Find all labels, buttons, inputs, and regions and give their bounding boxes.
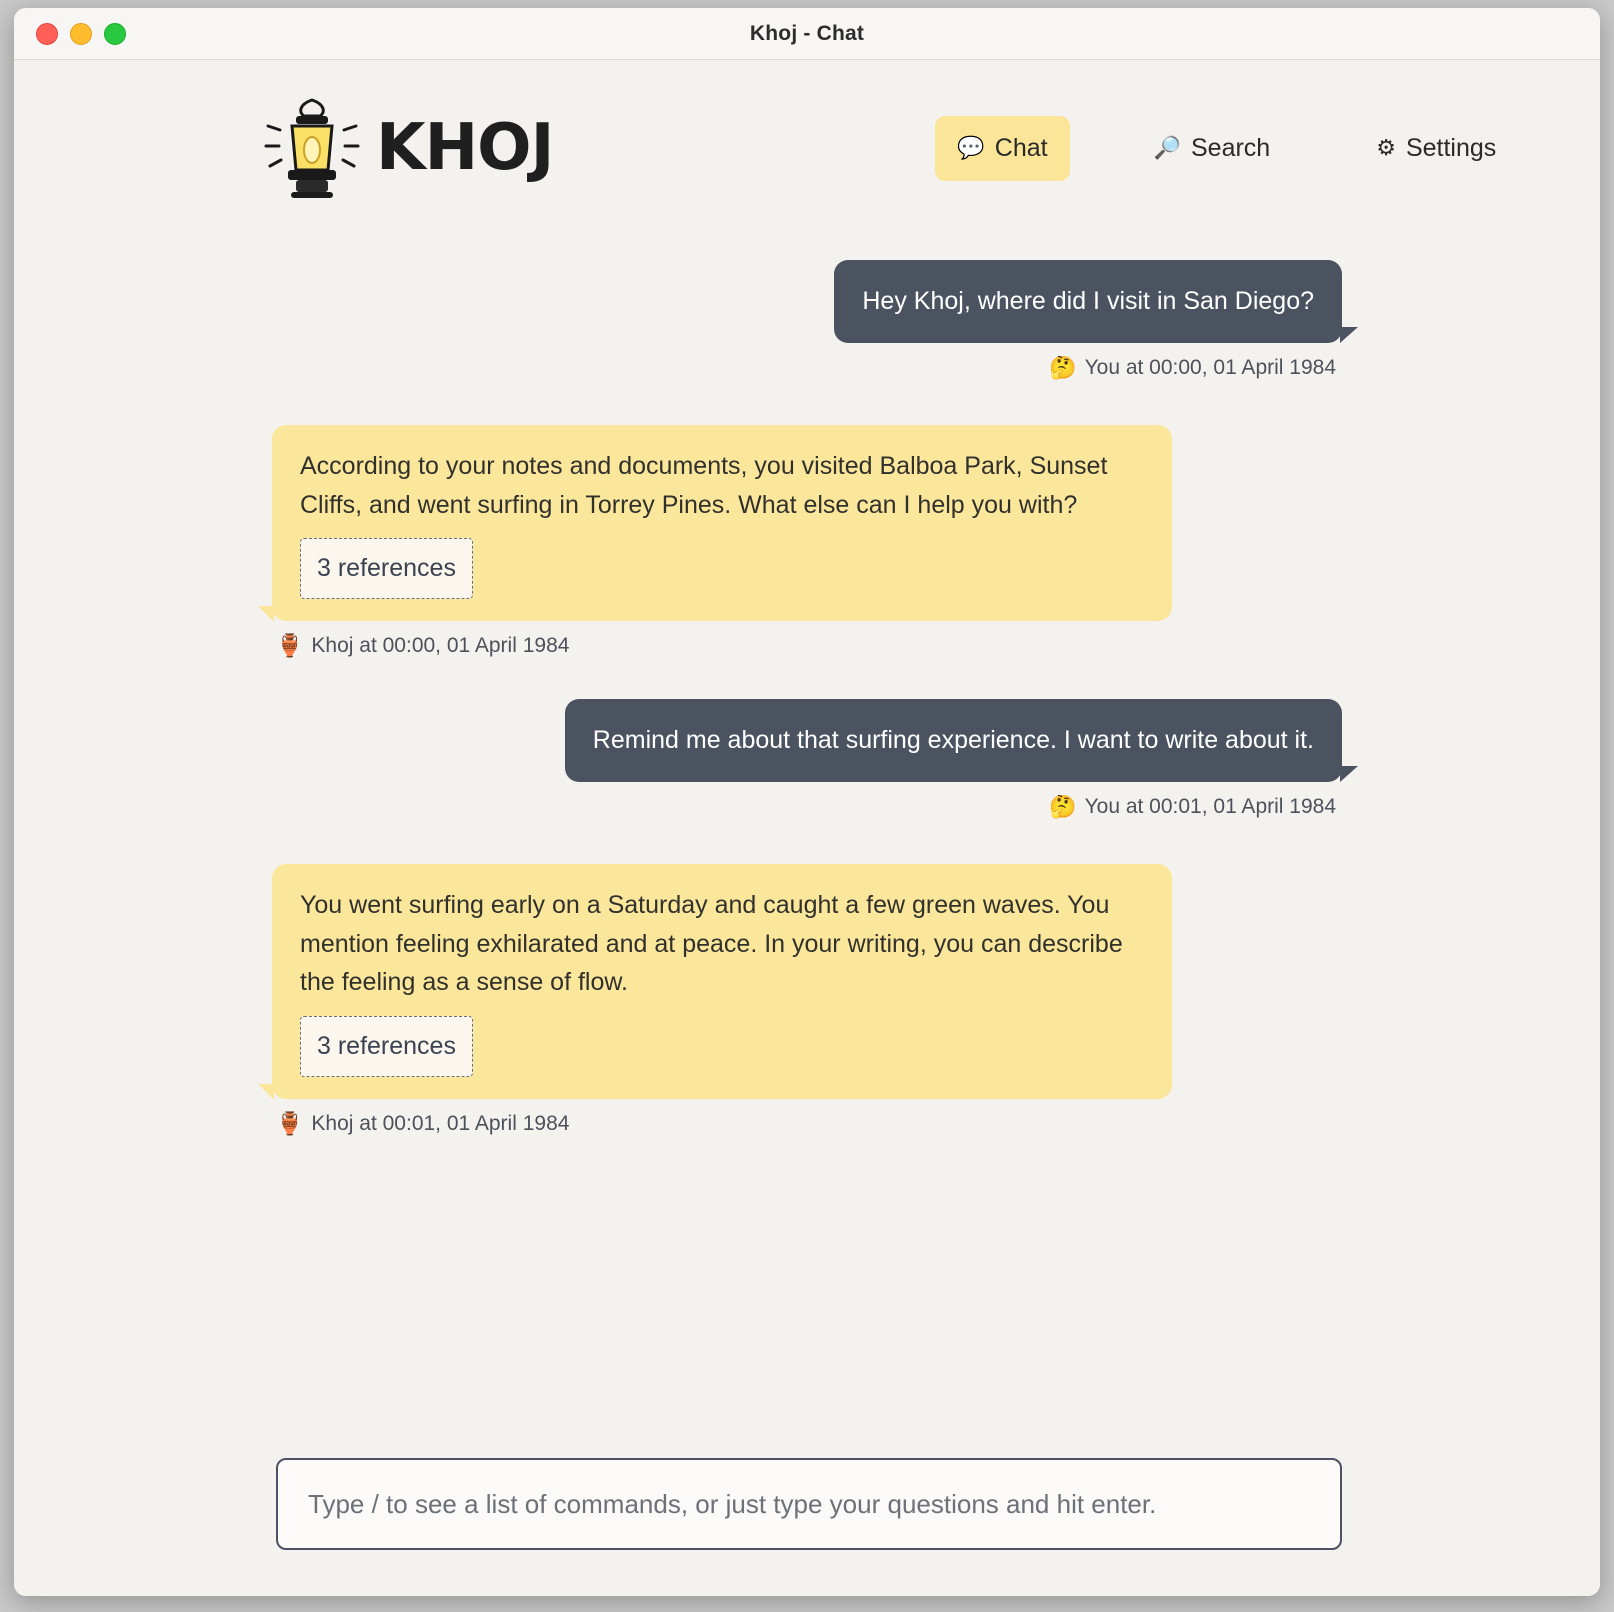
tab-settings[interactable] [1354,116,1518,181]
brand-logo[interactable] [258,96,553,200]
message-text: Hey Khoj, where did I visit in San Diego? [862,287,1314,315]
chat-message [272,699,1342,820]
chat-message [272,425,1342,659]
message-text: You went surfing early on a Saturday and caught a few green waves. You mention feeling exhilarated and at peace. In your writing, you can describe the feeling as a sense of flow. [300,890,1123,997]
lantern-icon [258,96,366,200]
app-header [14,60,1600,200]
message-meta [1049,355,1336,381]
chat-input[interactable] [276,1458,1342,1550]
brand-wordmark: KHOJ [376,111,554,185]
message-text: According to your notes and documents, you visited Balboa Park, Sunset Cliffs, and went surfing in Torrey Pines. What else can I help you with? [300,451,1108,519]
thinking-face-icon: 🤔 [1049,793,1077,819]
message-bubble-assistant [272,425,1172,621]
magnifier-icon: 🔎 [1153,135,1181,160]
tab-chat-label: Chat [994,133,1048,162]
chat-message [272,864,1342,1137]
window-title: Khoj - Chat [749,21,865,45]
references-button[interactable]: 3 references [300,1016,473,1077]
tab-search[interactable] [1132,116,1293,181]
tab-chat[interactable] [935,116,1069,181]
gear-icon: ⚙ [1376,135,1396,160]
message-meta-text: Khoj at 00:01, 01 April 1984 [311,1111,570,1135]
app-content [14,60,1600,1596]
message-bubble-user [565,699,1342,782]
tab-settings-label: Settings [1405,133,1497,162]
message-meta-text: Khoj at 00:00, 01 April 1984 [311,634,570,657]
message-meta [1049,794,1336,820]
lantern-icon: 🏺 [276,633,304,658]
tab-search-label: Search [1191,133,1271,162]
message-meta [276,1111,569,1137]
thinking-face-icon: 🤔 [1049,354,1077,380]
references-button[interactable]: 3 references [300,538,473,599]
lantern-icon: 🏺 [276,1110,304,1136]
chat-transcript[interactable] [14,200,1600,1458]
message-text: Remind me about that surfing experience. I want to write about it. [592,726,1314,754]
composer [14,1458,1600,1596]
main-nav [935,116,1518,181]
speech-bubble-icon: 💬 [957,135,985,160]
message-bubble-user [834,260,1342,343]
message-bubble-assistant [272,864,1172,1099]
message-meta-text: You at 00:00, 01 April 1984 [1084,355,1336,379]
chat-message [272,260,1342,381]
message-meta [276,633,569,659]
app-window [14,8,1600,1596]
window-titlebar [14,8,1600,60]
message-meta-text: You at 00:01, 01 April 1984 [1084,794,1336,818]
